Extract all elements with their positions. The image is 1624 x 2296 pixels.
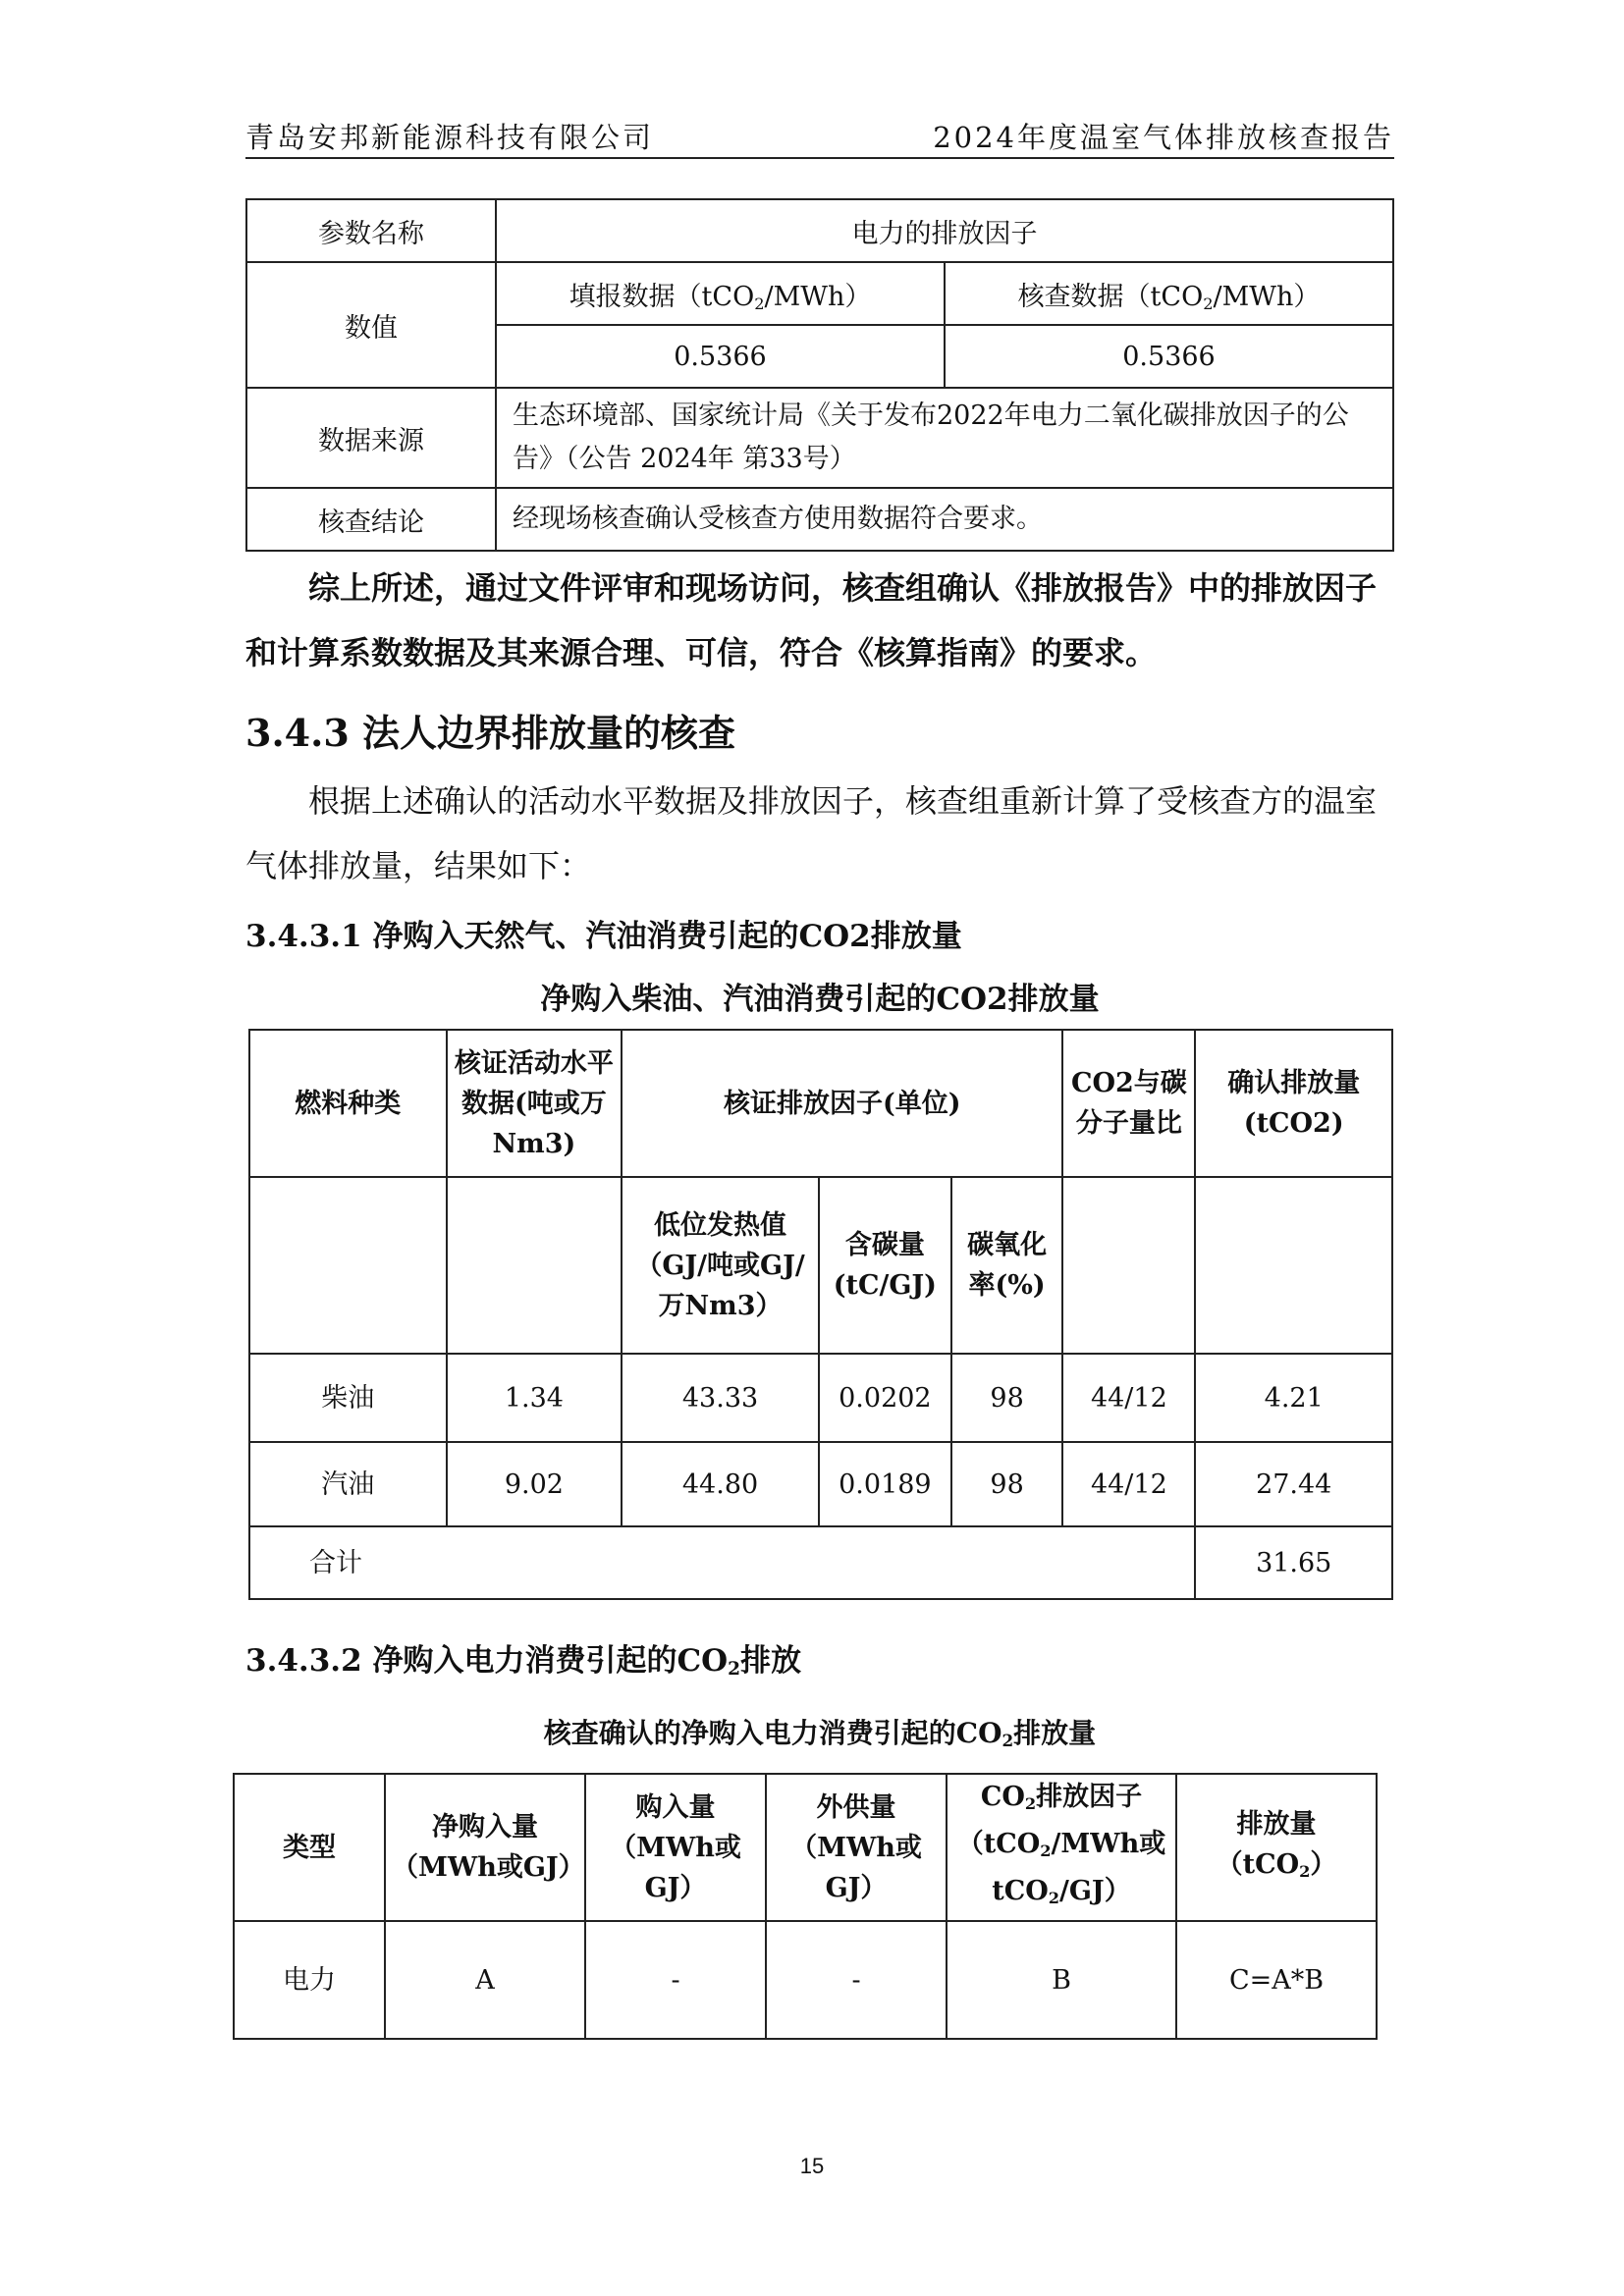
- header-molecular-ratio: CO2与碳分子量比: [1062, 1030, 1195, 1177]
- ncv-value: 44.80: [622, 1442, 819, 1526]
- value-label: 数值: [246, 262, 496, 388]
- ratio-value: 44/12: [1062, 1354, 1195, 1442]
- reported-data-header: 填报数据（tCO$_2$/MWh）: [496, 262, 945, 325]
- header-net-purchase: 净购入量（MWh或GJ）: [385, 1774, 585, 1921]
- elec-table-caption: 核查确认的净购入电力消费引起的$CO_2$排放量: [543, 1717, 1097, 1750]
- ncv-value: 43.33: [622, 1354, 819, 1442]
- verified-value: 0.5366: [945, 325, 1393, 388]
- data-source-label: 数据来源: [246, 388, 496, 488]
- oxidation-value: 98: [951, 1354, 1062, 1442]
- fuel-name: 柴油: [249, 1354, 447, 1442]
- header-supplied: 外供量（MWh或GJ）: [766, 1774, 947, 1921]
- total-label: 合计: [249, 1526, 1195, 1599]
- carbon-value: 0.0189: [819, 1442, 951, 1526]
- total-value: 31.65: [1195, 1526, 1392, 1599]
- fuel-table-caption: 净购入柴油、汽油消费引起的CO2排放量: [540, 982, 1100, 1017]
- section-3-4-3-1-heading: 3.4.3.1 净购入天然气、汽油消费引起的CO2排放量: [245, 919, 962, 954]
- header-activity-data: 核证活动水平数据(吨或万 Nm3): [447, 1030, 623, 1177]
- conclusion-label: 核查结论: [246, 488, 496, 551]
- conclusion-text: 经现场核查确认受核查方使用数据符合要求。: [496, 488, 1393, 551]
- total-row: [249, 1526, 1392, 1599]
- header-oxidation-rate: 碳氧化率(%): [951, 1177, 1062, 1354]
- emission-value: 27.44: [1195, 1442, 1392, 1526]
- table-row: [249, 1354, 1392, 1442]
- oxidation-value: 98: [951, 1442, 1062, 1526]
- elec-supplied-value: -: [766, 1921, 947, 2039]
- table-row: [234, 1921, 1377, 2039]
- summary-paragraph: 综上所述，通过文件评审和现场访问，核查组确认《排放报告》中的排放因子和计算系数数据及其来源合理、可信，符合《核算指南》的要求。: [245, 569, 1378, 671]
- param-name-value: 电力的排放因子: [496, 199, 1393, 262]
- header-type: 类型: [234, 1774, 385, 1921]
- elec-purchased-value: -: [585, 1921, 766, 2039]
- section-3-4-3-heading: 3.4.3 法人边界排放量的核查: [245, 711, 736, 755]
- activity-value: 9.02: [447, 1442, 623, 1526]
- reported-value: 0.5366: [496, 325, 945, 388]
- section-3-4-3-intro: 根据上述确认的活动水平数据及排放因子，核查组重新计算了受核查方的温室气体排放量，结果如下：: [245, 782, 1378, 884]
- header-confirmed-emission: 确认排放量(tCO2): [1195, 1030, 1392, 1177]
- elec-type: 电力: [234, 1921, 385, 2039]
- fuel-name: 汽油: [249, 1442, 447, 1526]
- elec-net-value: A: [385, 1921, 585, 2039]
- table-row: [249, 1442, 1392, 1526]
- elec-factor-value: B: [947, 1921, 1176, 2039]
- page-number: 15: [799, 2154, 825, 2178]
- ratio-value: 44/12: [1062, 1442, 1195, 1526]
- param-name-label: 参数名称: [246, 199, 496, 262]
- subheader-empty-activity: [447, 1177, 623, 1354]
- section-3-4-3-2-heading: 3.4.3.2 净购入电力消费引起的$CO_2$排放: [245, 1643, 802, 1680]
- verified-data-header: 核查数据（tCO$_2$/MWh）: [945, 262, 1393, 325]
- page-header: [245, 116, 1394, 159]
- emission-factor-table: [245, 198, 1394, 552]
- header-co2-factor: $CO_2$排放因子（tCO$_2$/MWh或tCO$_2$/GJ）: [947, 1774, 1176, 1921]
- activity-value: 1.34: [447, 1354, 623, 1442]
- header-company: 青岛安邦新能源科技有限公司: [245, 121, 655, 154]
- header-emission: 排放量（tCO$_2$）: [1176, 1774, 1377, 1921]
- data-source-text: 生态环境部、国家统计局《关于发布2022年电力二氧化碳排放因子的公告》（公告 2024年 第33号）: [496, 388, 1393, 488]
- carbon-value: 0.0202: [819, 1354, 951, 1442]
- header-carbon-content: 含碳量(tC/GJ): [819, 1177, 951, 1354]
- fuel-emission-table: [248, 1029, 1393, 1600]
- header-fuel-type: 燃料种类: [249, 1030, 447, 1177]
- emission-value: 4.21: [1195, 1354, 1392, 1442]
- elec-emission-value: C=A*B: [1176, 1921, 1377, 2039]
- subheader-empty-emission: [1195, 1177, 1392, 1354]
- header-ncv: 低位发热值（GJ/吨或GJ/万Nm3）: [622, 1177, 819, 1354]
- header-report-title: 2024年度温室气体排放核查报告: [933, 121, 1394, 154]
- header-emission-factor: 核证排放因子(单位): [622, 1030, 1062, 1177]
- subheader-empty-ratio: [1062, 1177, 1195, 1354]
- header-purchased: 购入量（MWh或GJ）: [585, 1774, 766, 1921]
- electricity-emission-table: [233, 1773, 1378, 2040]
- subheader-empty-fuel: [249, 1177, 447, 1354]
